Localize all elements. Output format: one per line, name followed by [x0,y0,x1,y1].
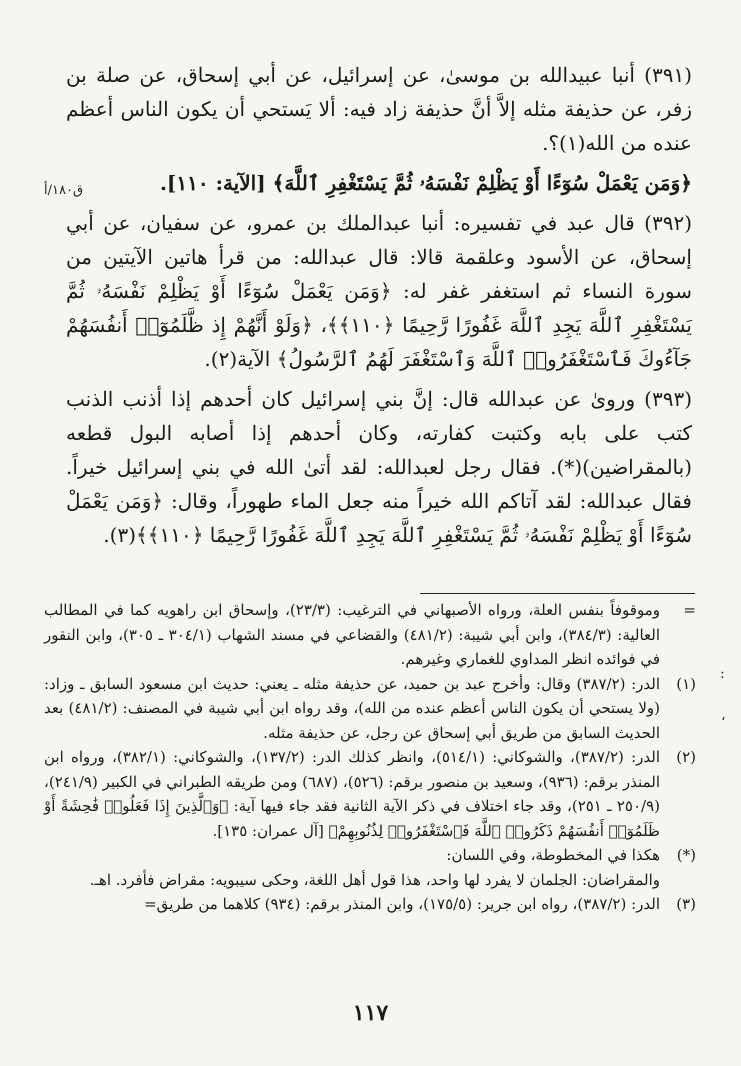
footnote-star [44,843,696,868]
footnote-marker: (٣) [676,895,696,913]
verse-line: ﴿وَمَن يَعْمَلْ سُوٓءًا أَوْ يَظْلِمْ نَفْسَهُۥ ثُمَّ يَسْتَغْفِرِ ٱللَّهَ﴾ [الآية: ١١٠]. [159,171,692,195]
footnote-3 [44,892,696,917]
footnote-marker: (٢) [676,748,696,766]
footnote-marker: (*) [676,846,696,864]
footnote-text: والمقراضان: الجلمان لا يفرد لها واحد، هذا قول أهل اللغة، وحكى سيبويه: مقراض فأفرد. اهـ. [89,870,660,889]
footnote-marker: (١) [676,674,696,693]
footnote-2 [44,745,696,843]
footnote-continuation [44,598,696,672]
paragraph-391: (٣٩١) أنبا عبيدالله بن موسىٰ، عن إسرائيل، عن أبي إسحاق، عن صلة بن زفر، عن حذيفة مثله إلاَّ أنَّ حذيفة زاد فيه: ألا يَستحي أن يكون الناس أعظم عنده من الله(١)؟. [66,63,692,155]
footnote-marker [660,868,696,893]
page-number: ١١٧ [352,1000,389,1026]
paragraph-392: (٣٩٢) قال عبد في تفسيره: أنبا عبدالملك بن عمرو، عن سفيان، عن أبي إسحاق، عن الأسود وعلقمة قالا: قال عبدالله: من قرأ هاتين الآيتين من سورة النساء ثم استغفر غفر له: ﴿وَمَن يَعْمَلْ سُوٓءًا أَوْ يَظْلِمْ نَفْسَهُۥ ثُمَّ يَسْتَغْفِرِ ٱللَّهَ يَجِدِ ٱللَّهَ غَفُورًا رَّحِيمًا ﴿١١٠﴾﴾، ﴿وَلَوْ أَنَّهُمْ إِذ ظَّلَمُوٓا۟ أَنفُسَهُمْ جَآءُوكَ فَٱسْتَغْفَرُوا۟ ٱللَّهَ وَٱسْتَغْفَرَ لَهُمُ ٱلرَّسُولُ﴾ الآية(٢). [66,211,693,371]
footnote-text: هكذا في المخطوطة، وفي اللسان: [446,846,660,864]
margin-mark: : [720,666,725,682]
main-text [66,58,692,558]
footnote-text: وموقوفاً بنفس العلة، ورواه الأصبهاني في الترغيب: (٢٣/٣)، وإسحاق ابن راهويه كما في المطالب العالية: (٣٨٤/٣)، وابن أبي شيبة: (٤٨١/٢) والقضاعي في مسند الشهاب (٣٠٤/١ ـ ٣٠٥)، وابن النقور في فوائده انظر المداوي للغماري وغيرهم. [44,601,661,668]
paragraph-393: (٣٩٣) وروىٰ عن عبدالله قال: إنَّ بني إسرائيل كان أحدهم إذا أذنب الذنب كتب على بابه وكتبت كفارته، وكان أحدهم إذا أصابه البول قطعه (بالمقراضين)(*). فقال رجل لعبدالله: لقد أتىٰ الله في بني إسرائيل خيراً. فقال عبدالله: لقد آتاكم الله خيراً منه جعل الماء طهوراً، وقال: ﴿وَمَن يَعْمَلْ سُوٓءًا أَوْ يَظْلِمْ نَفْسَهُۥ ثُمَّ يَسْتَغْفِرِ ٱللَّهَ يَجِدِ ٱللَّهَ غَفُورًا رَّحِيمًا ﴿١١٠﴾﴾(٣). [66,387,692,547]
footnote-star-continued [44,868,696,893]
footnote-text: الدر: (٣٨٧/٢)، والشوكاني: (٥١٤/١)، وانظر كذلك الدر: (١٣٧/٢)، والشوكاني: (٣٨٢/١)، ورواه ابن المنذر برقم: (٩٣٦)، وسعيد بن منصور برقم: (٥٢٦)، (٦٨٧) ومن طريقه الطبراني في الكبير (٢٤١/٩)، (٢٥٠/٩ ـ ٢٥١)، وقد جاء اختلاف في ذكر الآية الثانية فقد جاء فيها آية: ﴿وَٱلَّذِينَ إِذَا فَعَلُوا۟ فَٰحِشَةً أَوْ ظَلَمُوٓا۟ أَنفُسَهُمْ ذَكَرُوا۟ ٱللَّهَ فَٱسْتَغْفَرُوا۟ لِذُنُوبِهِمْ﴾ [آل عمران: ١٣٥]. [44,748,661,840]
footnote-1 [44,672,696,746]
footnote-text: الدر: (٣٨٧/٢) وقال: وأخرج عبد بن حميد، عن حذيفة مثله ـ يعني: حديث ابن مسعود السابق ـ وزاد: (ولا يستحي أن يكون الناس أعظم عنده من الله)، وقد رواه ابن أبي شيبة في المصنف: (٤٨١/٢) بعد الحديث السابق من طريق أبي إسحاق عن رجل، عن حذيفة مثله. [44,674,660,742]
footnote-divider [420,593,695,594]
footnote-marker: = [683,601,696,619]
footnote-text: الدر: (٣٨٧/٢)، رواه ابن جرير: (١٧٥/٥)، وابن المنذر برقم: (٩٣٤) كلاهما من طريق= [144,895,660,913]
margin-mark: ، [721,708,726,724]
footnotes [44,598,696,917]
manuscript-folio-note: ق١٨٠/أ [44,183,84,198]
